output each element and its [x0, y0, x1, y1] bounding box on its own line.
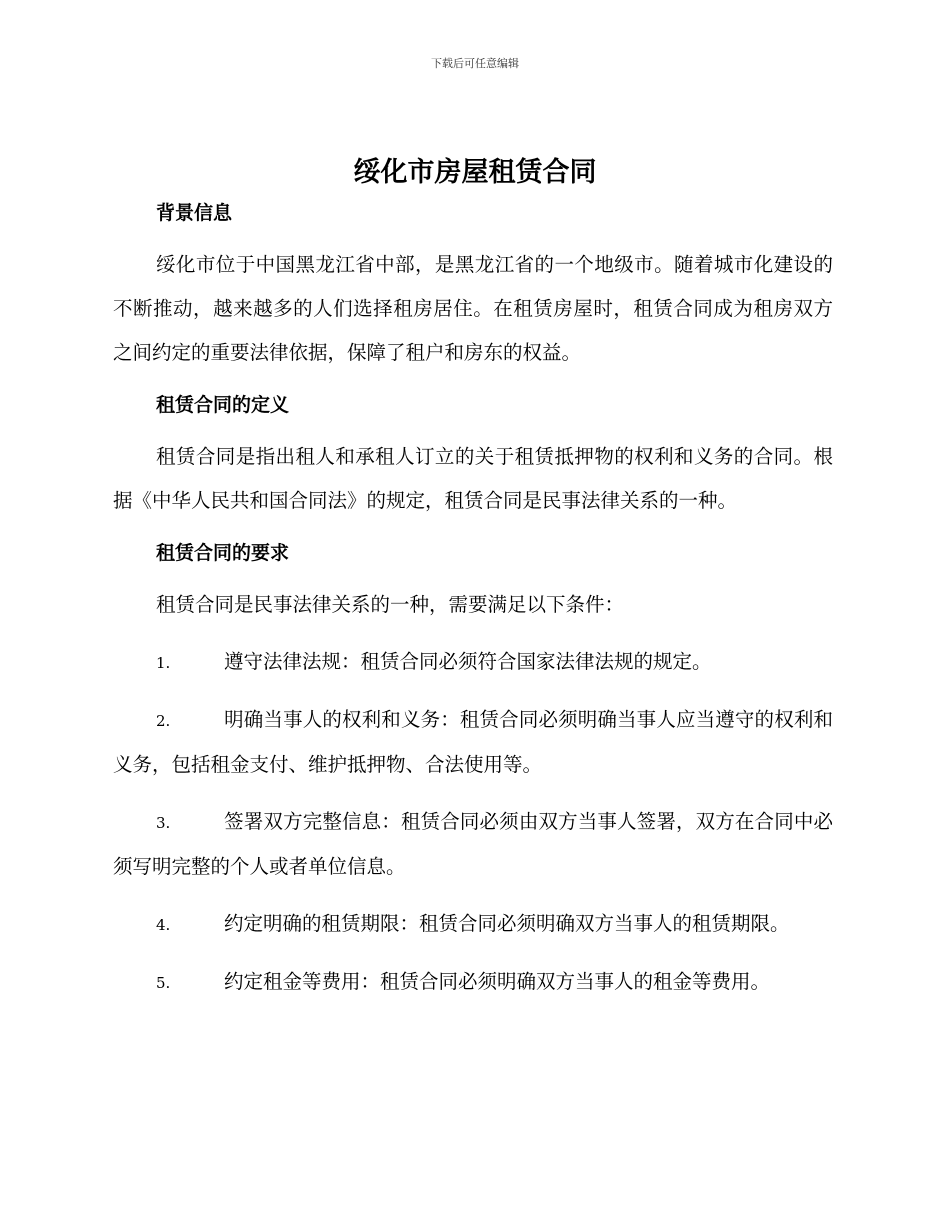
- list-item: [113, 800, 833, 889]
- section-heading-definition: 租赁合同的定义: [156, 394, 290, 416]
- list-item: [113, 640, 833, 685]
- header-note: 下载后可任意编辑: [431, 57, 519, 70]
- list-item-text: 约定租金等费用：租赁合同必须明确双方当事人的租金等费用。: [224, 970, 771, 993]
- list-item-text: 约定明确的租赁期限：租赁合同必须明确双方当事人的租赁期限。: [224, 912, 790, 935]
- list-item-number: 2.: [156, 712, 171, 730]
- list-item-number: 4.: [156, 916, 171, 934]
- list-item-number: 3.: [156, 814, 171, 832]
- list-item: [113, 902, 833, 947]
- section-heading-background: 背景信息: [156, 202, 233, 224]
- list-item-number: 5.: [156, 974, 171, 992]
- section-heading-requirements: 租赁合同的要求: [156, 542, 290, 564]
- paragraph-background: 绥化市位于中国黑龙江省中部，是黑龙江省的一个地级市。随着城市化建设的不断推动，越来越多的人们选择租房居住。在租赁房屋时，租赁合同成为租房双方之间约定的重要法律依据，保障了租户和房东的权益。: [113, 253, 833, 364]
- document-body: [113, 196, 833, 1005]
- paragraph-definition: 租赁合同是指出租人和承租人订立的关于租赁抵押物的权利和义务的合同。根据《中华人民共和国合同法》的规定，租赁合同是民事法律关系的一种。: [113, 445, 833, 512]
- list-item: [113, 698, 833, 787]
- list-item-number: 1.: [156, 654, 171, 672]
- list-item-text: 明确当事人的权利和义务：租赁合同必须明确当事人应当遵守的权利和义务，包括租金支付、维护抵押物、合法使用等。: [113, 708, 833, 776]
- list-item-text: 遵守法律法规：租赁合同必须符合国家法律法规的规定。: [224, 650, 712, 673]
- document-title: 绥化市房屋租赁合同: [353, 157, 597, 188]
- paragraph-requirements-intro: 租赁合同是民事法律关系的一种，需要满足以下条件：: [156, 593, 625, 616]
- list-item: [113, 960, 833, 1005]
- requirements-list: [113, 640, 833, 1005]
- list-item-text: 签署双方完整信息：租赁合同必须由双方当事人签署，双方在合同中必须写明完整的个人或者单位信息。: [113, 810, 833, 878]
